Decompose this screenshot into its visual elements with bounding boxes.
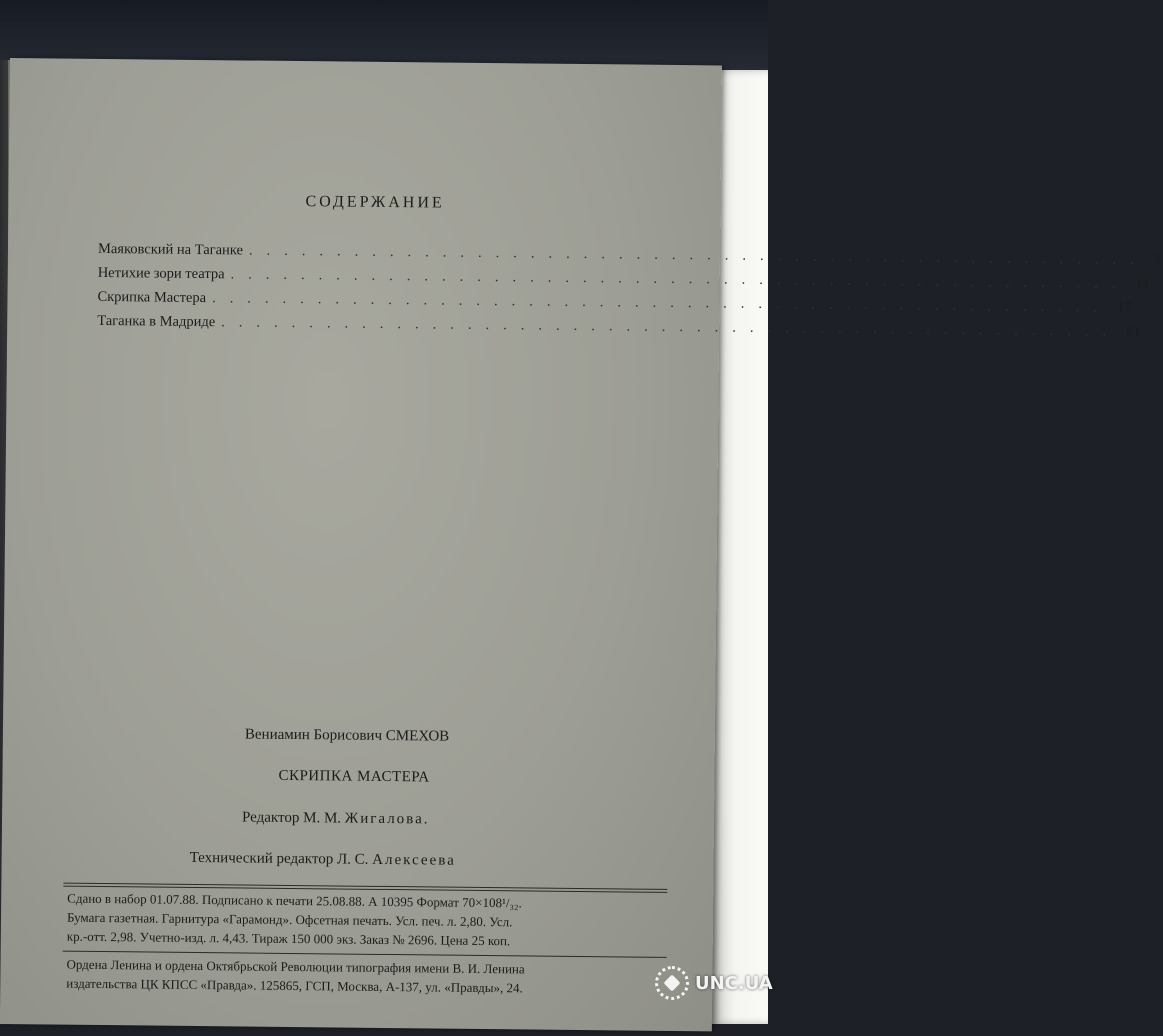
dot-leader: ................................................... (248, 242, 1148, 268)
imprint-block (67, 889, 668, 952)
toc-entry-page: 17 (1116, 299, 1132, 316)
watermark-seal-icon (655, 966, 689, 1000)
tech-editor-name: Алексеева (372, 851, 456, 869)
tech-editor-credit (190, 850, 456, 870)
imprint-line: Бумага газетная. Гарнитура «Гарамонд». Офсетная печать. Усл. печ. л. 2,80. Усл. (66, 909, 513, 930)
toc-title: СОДЕРЖАНИЕ (305, 193, 445, 212)
book-title: СКРИПКА МАСТЕРА (278, 767, 430, 786)
author-name: Вениамин Борисович СМЕХОВ (244, 726, 450, 745)
editor-name: Жигалова. (344, 810, 430, 828)
imprint-line: кр.-отт. 2,98. Учетно-изд. л. 4,43. Тираж 150 000 экз. Заказ № 2696. Цена 25 коп. (66, 928, 511, 949)
editor-credit (242, 809, 430, 828)
toc-entry-label: Таганка в Мадриде (97, 312, 216, 331)
printer-block (66, 955, 666, 999)
printer-line: Ордена Ленина и ордена Октябрьской Революции типография имени В. И. Ленина (66, 956, 525, 977)
toc-entry-page: 11 (1135, 275, 1150, 292)
imprint-line: Сдано в набор 01.07.88. Подписано к печати 25.08.88. А 10395 Формат 70×108¹/₃₂. (67, 890, 522, 911)
table-of-contents (97, 240, 1162, 343)
tech-editor-label: Технический редактор (189, 849, 334, 868)
watermark-text: UNC.UA (695, 972, 773, 994)
tech-editor-initials: Л. С. (336, 851, 369, 868)
dot-leader: ................................................... (212, 290, 1112, 316)
toc-entry-page: 3 (1153, 251, 1162, 269)
watermark (655, 966, 773, 1000)
printer-line: издательства ЦК КПСС «Правда». 125865, ГСП, Москва, А-137, ул. «Правды», 24. (66, 975, 523, 996)
toc-entry-page: 61 (1125, 323, 1141, 340)
toc-entry-label: Нетихие зори театра (97, 264, 225, 283)
editor-label: Редактор (241, 809, 300, 827)
dot-leader: ................................................... (230, 266, 1130, 292)
editor-initials: М. М. (303, 810, 342, 827)
toc-entry-label: Маяковский на Таганке (97, 240, 244, 259)
toc-entry-label: Скрипка Мастера (97, 288, 207, 307)
toc-entry (97, 312, 1141, 343)
dot-leader: ................................................... (221, 314, 1121, 340)
